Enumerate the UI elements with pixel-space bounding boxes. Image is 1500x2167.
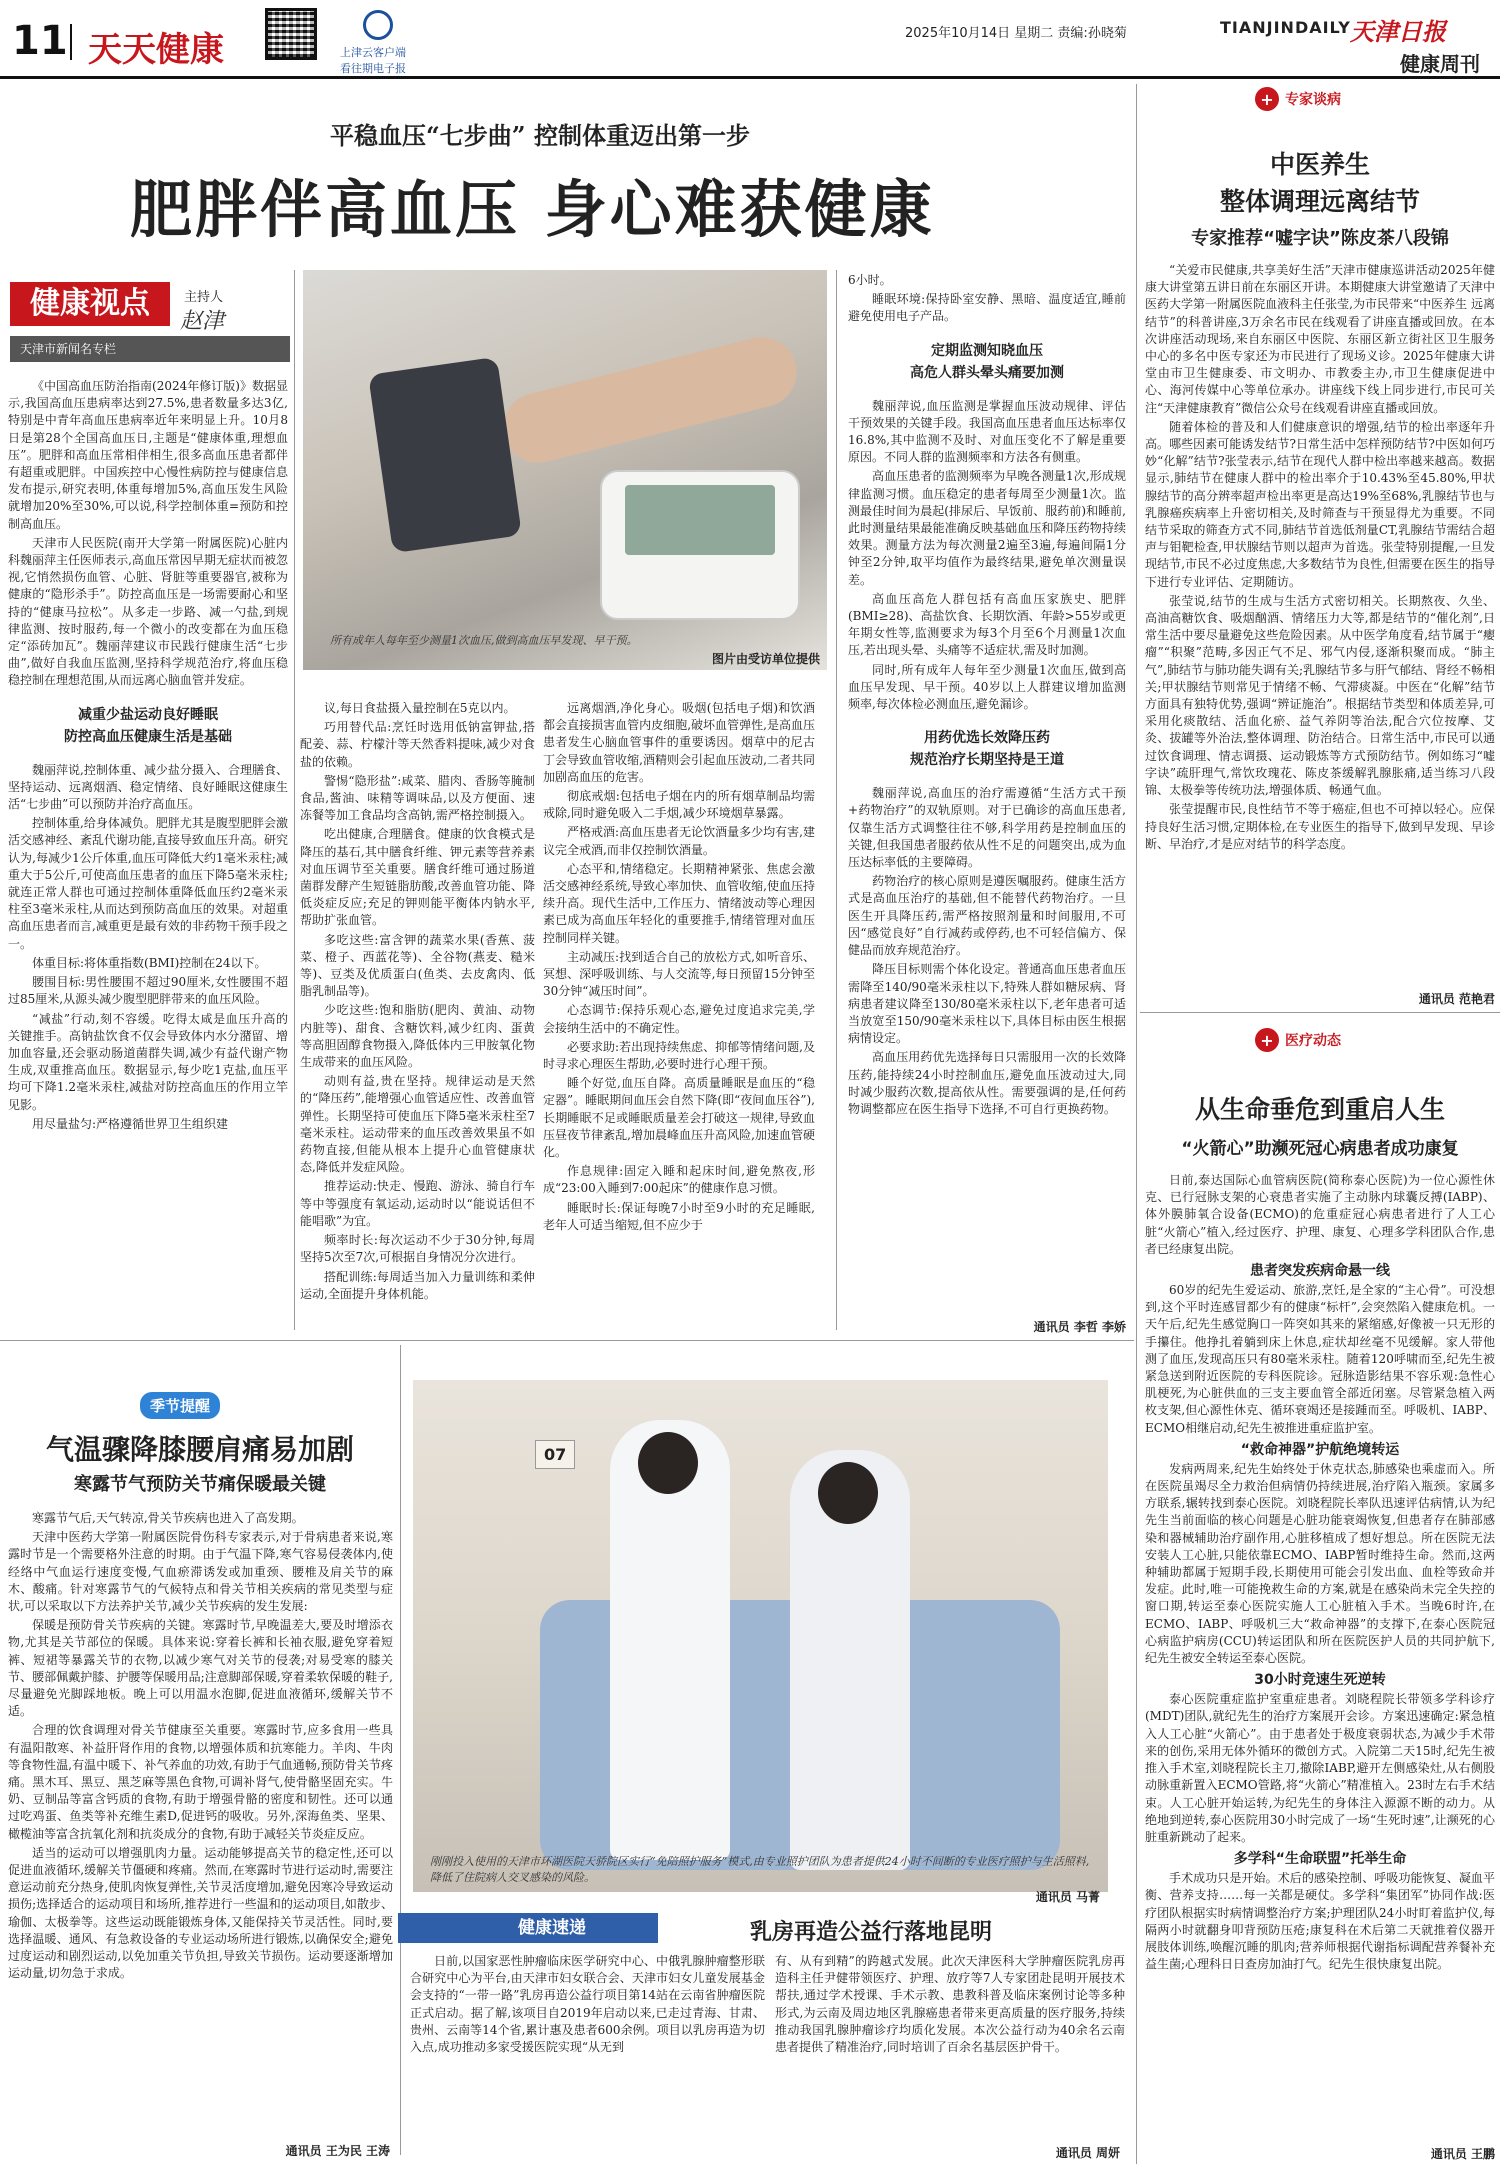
lead-subheading-2: 定期监测知晓血压 高危人群头晕头痛要加测 bbox=[910, 342, 1064, 381]
paper-name-en: TIANJINDAILY bbox=[1220, 18, 1351, 37]
lead-column-2 bbox=[300, 700, 535, 1320]
expert-paragraph: 随着体检的普及和人们健康意识的增强,结节的检出率逐年升高。哪些因素可能诱发结节?日常生活中怎样预防结节?中医如何巧妙“化解”结节?张莹表示,结节在现代人群中检出率越来越高。数据显示,肺结节在健康人群中的检出率介于10.43%至45.80%,甲状腺结节的高分辨率超声检出率更是高达19%至68%,乳腺结节也与乳腺癌疾病率上升密切相关,及时筛查与干预显得尤为重要。不同结节采取的筛查方式不同,肺结节首选低剂量CT,乳腺结节需结合超声与钼靶检查,甲状腺结节则以超声为首选。张莹特别提醒,一旦发现结节,市民不必过度焦虑,大多数结节为良性,但需要在医生的指导下进行专业评估、定期随访。 bbox=[1145, 419, 1495, 589]
news-flash-bar bbox=[398, 1913, 658, 1943]
lead-paragraph: 少吃这些:饱和脂肪(肥肉、黄油、动物内脏等)、甜食、含糖饮料,减少红肉、蛋黄等高胆固醇食物摄入,降低体内三甲胺氧化物生成带来的血压风险。 bbox=[300, 1003, 535, 1070]
medical-subtitle: “火箭心”助濒死冠心病患者成功康复 bbox=[1181, 1139, 1459, 1159]
lead-paragraph: 魏丽萍说,控制体重、减少盐分摄入、合理膳食、坚持运动、远离烟酒、稳定情绪、良好睡眠这健康生活“七步曲”可以预防并治疗高血压。 bbox=[8, 762, 288, 812]
lead-paragraph: 腰围目标:男性腰围不超过90厘米,女性腰围不超过85厘米,从源头减少腹型肥胖带来的血压风险。 bbox=[8, 975, 288, 1007]
client-line2: 看往期电子报 bbox=[340, 62, 406, 75]
expert-paragraph: 张莹提醒市民,良性结节不等于癌症,但也不可掉以轻心。应保持良好生活习惯,定期体检,在专业医生的指导下,做到早发现、早诊断、早治疗,才是应对结节的科学态度。 bbox=[1145, 802, 1495, 851]
season-paragraph: 寒露节气后,天气转凉,骨关节疾病也进入了高发期。 bbox=[32, 1511, 304, 1525]
lead-paragraph: 巧用替代品:烹饪时选用低钠富钾盐,搭配姜、蒜、柠檬汁等天然香料提味,减少对食盐的依赖。 bbox=[300, 720, 535, 769]
news-flash-label: 健康速递 bbox=[518, 1918, 586, 1938]
medical-paragraph: 泰心医院重症监护室重症患者。刘晓程院长带领多学科诊疗(MDT)团队,就纪先生的治疗方案展开会诊。方案迅速确定:紧急植入人工心脏“火箭心”。由于患者处于极度衰弱状态,为减少手术带来的创伤,采用无体外循环的微创方式。入院第二天15时,纪先生被推入手术室,刘晓程院长主刀,撤除IABP,避开左侧感染灶,从右侧股动脉重新置入ECMO管路,将“火箭心”精准植入。23时左右手术结束。人工心脏开始运转,为纪先生的身体注入源源不断的动力。从绝地到逆转,泰心医院用30小时完成了一场“生死时速”,让濒死的心脏重新跳动了起来。 bbox=[1145, 1692, 1495, 1844]
header-rule bbox=[0, 76, 1500, 79]
lead-paragraph: 心态调节:保持乐观心态,避免过度追求完美,学会接纳生活中的不确定性。 bbox=[543, 1003, 815, 1035]
lead-paragraph: 警惕“隐形盐”:咸菜、腊肉、香肠等腌制食品,酱油、味精等调味品,以及方便面、速冻餐等加工食品均含高钠,需严格控制摄入。 bbox=[300, 773, 535, 823]
expert-title-2: 整体调理远离结节 bbox=[1219, 187, 1420, 216]
lead-paragraph: 控制体重,给身体减负。肥胖尤其是腹型肥胖会激活交感神经、紊乱代谢功能,直接导致血压升高。研究认为,每减少1公斤体重,血压可降低大约1毫米汞柱;减重大于5公斤,可使高血压患者的血压下降5毫米汞柱;就连正常人群也可通过控制体重降低血压约2毫米汞柱至3毫米汞柱,从而达到预防高血压的效果。对超重高血压患者而言,减重更是最有效的非药物干预手段之一。 bbox=[8, 816, 288, 951]
expert-body bbox=[1145, 262, 1495, 997]
column-host-signature: 赵津 bbox=[180, 309, 225, 334]
medical-paragraph: 发病两周来,纪先生始终处于休克状态,肺感染也乘虚而入。所在医院虽竭尽全力救治但病情仍持续进展,治疗陷入瓶颈。家属多方联系,辗转找到泰心医院。刘晓程院长率队迅速评估病情,认为纪先生当前面临的核心问题是心脏功能衰竭恢复,但患者存在肺部感染和器械辅助治疗副作用,心脏移植成了想好想总。所在医院无法安装人工心脏,只能依靠ECMO、IABP暂时维持生命。然而,这两种辅助都属于短期手段,长期使用可能会引发出血、血栓等致命并发症。此时,唯一可能挽救生命的方案,就是在感染尚未完全失控的窗口期,转运至泰心医院实施人工心脏植入手术。当晚6时许,在ECMO、IABP、呼吸机三大“救命神器”的支撑下,在泰心医院冠心病监护病房(CCU)转运团队和所在医院医护人员的共同护航下,纪先生被安全转运至泰心医院。 bbox=[1145, 1461, 1495, 1666]
lead-paragraph: 彻底戒烟:包括电子烟在内的所有烟草制品均需戒除,同时避免吸入二手烟,减少环境烟草暴露。 bbox=[543, 789, 815, 821]
lead-paragraph: 睡眠时长:保证每晚7小时至9小时的充足睡眠,老年人可适当缩短,但不应少于 bbox=[543, 1200, 815, 1232]
lead-paragraph: 吃出健康,合理膳食。健康的饮食模式是降压的基石,其中膳食纤维、钾元素等营养素对血压调节至关重要。膳食纤维可通过肠道菌群发酵产生短链脂肪酸,改善血管功能、降低炎症反应;充足的钾则能平衡体内钠水平,帮助扩张血管。 bbox=[300, 827, 535, 928]
season-body bbox=[8, 1510, 393, 2150]
expert-label: 专家谈病 bbox=[1285, 92, 1341, 108]
lead-paragraph: 魏丽萍说,血压监测是掌握血压波动规律、评估干预效果的关键手段。我国高血压患者血压达标率仅16.8%,其中监测不及时、对血压变化不了解是重要原因。不同人群的监测频率和方法各有侧重。 bbox=[848, 398, 1126, 465]
lead-paragraph: 搭配训练:每周适当加入力量训练和柔伸运动,全面提升身体机能。 bbox=[300, 1269, 535, 1301]
lead-paragraph: 用尽量盐匀:严格遵循世界卫生组织建 bbox=[32, 1116, 229, 1131]
photo2-byline: 通讯员 马菁 bbox=[1035, 1890, 1100, 1904]
lead-paragraph: 频率时长:每次运动不少于30分钟,每周坚持5次至7次,可根据自身情况分次进行。 bbox=[300, 1233, 535, 1265]
medical-badge bbox=[1255, 1028, 1341, 1052]
photo-head-shape bbox=[638, 1432, 698, 1494]
lead-subheading-1: 减重少盐运动良好睡眠 防控高血压健康生活是基础 bbox=[64, 706, 232, 745]
lead-paragraph: 主动减压:找到适合自己的放松方式,如听音乐、冥想、深呼吸训练、与人交流等,每日预留15分钟至30分钟“减压时间”。 bbox=[543, 949, 815, 999]
column-source: 天津市新闻名专栏 bbox=[10, 336, 290, 362]
lead-paragraph: 同时,所有成年人每年至少测量1次血压,做到高血压早发现、早干预。40岁以上人群建议增加监测频率,每次体检必测血压,避免漏诊。 bbox=[848, 662, 1126, 712]
season-title: 气温骤降膝腰肩痛易加剧 bbox=[45, 1433, 354, 1466]
lead-paragraph: 远离烟酒,净化身心。吸烟(包括电子烟)和饮酒都会直接损害血管内皮细胞,破坏血管弹性,是高血压患者发生心脑血管事件的重要诱因。烟草中的尼古丁会导致血管收缩,酒精则会引起血压波动,二者共同加剧高血压的危害。 bbox=[543, 701, 815, 784]
news-flash-col1: 日前,以国家恶性肿瘤临床医学研究中心、中俄乳腺肿瘤整形联合研究中心为平台,由天津市妇女联合会、天津市妇女儿童发展基金会支持的“一带一路”乳房再造公益行项目第14站在云南省肿瘤医院正式启动。据了解,该项目自2019年启动以来,已走过青海、甘肃、贵州、云南等14个省,累计惠及患者600余例。项目以乳房再造为切入点,成功推动多家受援医院实现“从无到 bbox=[410, 1954, 765, 2055]
season-label: 季节提醒 bbox=[140, 1392, 220, 1419]
lead-paragraph: 动则有益,贵在坚持。规律运动是天然的“降压药”,能增强心血管适应性、改善血管弹性。长期坚持可使血压下降5毫米汞柱至7毫米汞柱。运动带来的血压改善效果虽不如药物直接,但能从根本上提升心血管健康状态,降低并发症风险。 bbox=[300, 1074, 535, 1175]
lead-kicker: 平稳血压“七步曲” 控制体重迈出第一步 bbox=[330, 121, 750, 150]
photo1-credit: 图片由受访单位提供 bbox=[711, 652, 820, 666]
lead-paragraph: 药物治疗的核心原则是遵医嘱服药。健康生活方式是高血压治疗的基础,但不能替代药物治疗。一旦医生开具降压药,需严格按照剂量和时间服用,不可因“感觉良好”自行减药或停药,也不可轻信偏方、保健品而放弃规范治疗。 bbox=[848, 874, 1126, 958]
lead-paragraph: 天津市人民医院(南开大学第一附属医院)心脏内科魏丽萍主任医师表示,高血压常因早期无症状而被忽视,它悄然损伤血管、心脏、肾脏等重要器官,被称为健康的“隐形杀手”。防控高血压是一场需要耐心和坚持的“健康马拉松”。从多走一步路、减一勺盐,到规律监测、按时服药,每一个微小的改变都在为血压稳定“添砖加瓦”。魏丽萍建议市民践行健康生活“七步曲”,做好自我血压监测,坚持科学规范治疗,将血压稳稳控制在理想范围,从而远离心脑血管并发症。 bbox=[8, 535, 288, 688]
lead-subheading-3: 用药优选长效降压药 规范治疗长期坚持是王道 bbox=[910, 730, 1064, 769]
column-divider bbox=[400, 1345, 401, 2155]
medical-title: 从生命垂危到重启人生 bbox=[1194, 1095, 1445, 1124]
news-flash-byline: 通讯员 周妍 bbox=[1055, 2146, 1120, 2160]
page-header bbox=[0, 0, 1500, 84]
medical-subheading: 30小时竞速生死逆转 bbox=[1254, 1672, 1386, 1689]
lead-paragraph: 必要求助:若出现持续焦虑、抑郁等情绪问题,及时寻求心理医生帮助,必要时进行心理干预。 bbox=[543, 1039, 815, 1072]
lead-paragraph: 多吃这些:富含钾的蔬菜水果(香蕉、菠菜、橙子、西蓝花等)、全谷物(燕麦、糙米等)、豆类及优质蛋白(鱼类、去皮禽肉、低脂乳制品等)。 bbox=[300, 932, 535, 999]
expert-badge bbox=[1255, 87, 1341, 111]
lead-column-1 bbox=[8, 378, 288, 1298]
season-paragraph: 天津中医药大学第一附属医院骨伤科专家表示,对于骨病患者来说,寒露时节是一个需要格外注意的时期。由于气温下降,寒气容易侵袭体内,使经络中气血运行速度变慢,气血瘀滞诱发或加重颈、腰椎及肩关节的麻木、酸痛。针对寒露节气的气候特点和骨关节相关疾病的常见类型与症状,可以采取以下方法养护关节,减少关节疾病的发生发展: bbox=[8, 1530, 393, 1614]
lead-paragraph: 体重目标:将体重指数(BMI)控制在24以下。 bbox=[32, 955, 267, 970]
photo-cuff-shape bbox=[368, 357, 522, 553]
qr-code-pattern bbox=[268, 11, 314, 57]
lead-headline: 肥胖伴高血压 身心难获健康 bbox=[130, 173, 935, 246]
lead-paragraph: 魏丽萍说,高血压的治疗需遵循“生活方式干预+药物治疗”的双轨原则。对于已确诊的高血压患者,仅靠生活方式调整往往不够,科学用药是控制血压的关键,但我国患者服药依从性不足的问题突出,成为血压达标率低的主要障碍。 bbox=[848, 786, 1126, 870]
photo2-caption: 刚刚投入使用的天津市环湖医院天骄院区实行“免陪照护服务”模式,由专业照护团队为患者提供24小时不间断的专业医疗照护与生活照料,降低了住院病人交叉感染的风险。 bbox=[430, 1855, 1090, 1884]
season-paragraph: 合理的饮食调理对骨关节健康至关重要。寒露时节,应多食用一些具有温阳散寒、补益肝肾作用的食物,以增强体质和抗寒能力。羊肉、牛肉等食物性温,有温中暖下、补气养血的功效,有助于气血通畅,预防骨关节疼痛。黑木耳、黑豆、黑芝麻等黑色食物,可调补肾气,使骨骼坚固充实。牛奶、豆制品等富含钙质的食物,有助于增强骨骼的密度和韧性。还可以通过吃鸡蛋、鱼类等补充维生素D,促进钙的吸收。另外,深海鱼类、坚果、橄榄油等富含抗氧化剂和抗炎成分的食物,有助于减轻关节炎症反应。 bbox=[8, 1723, 393, 1841]
medical-paragraph: 日前,泰达国际心血管病医院(简称泰心医院)为一位心源性休克、已行冠脉支架的心衰患者实施了主动脉内球囊反搏(IABP)、体外膜肺氧合设备(ECMO)的危重症冠心病患者进行了人工心脏“火箭心”植入,经过医疗、护理、康复、心理多学科团队合作,患者已经康复出院。 bbox=[1145, 1173, 1495, 1256]
right-column-divider bbox=[1136, 84, 1137, 2164]
column-host-label: 主持人 bbox=[184, 290, 224, 305]
season-byline: 通讯员 王为民 王涛 bbox=[285, 2144, 390, 2158]
season-paragraph: 保暖是预防骨关节疾病的关键。寒露时节,早晚温差大,要及时增添衣物,尤其是关节部位的保暖。具体来说:穿着长裤和长袖衣服,避免穿着短裤、短裙等暴露关节的衣物,以减少寒气对关节的侵袭;对易受寒的膝关节、腰部佩戴护膝、护腰等保暖用品;注意脚部保暖,穿着柔软保暖的鞋子,尽量避免光脚踩地板。晚上可以用温水泡脚,促进血液循环,缓解关节不适。 bbox=[8, 1618, 393, 1719]
section-rule bbox=[1140, 1012, 1500, 1013]
photo1-caption: 所有成年人每年至少测量1次血压,做到高血压早发现、早干预。 bbox=[330, 634, 638, 647]
medical-paragraph: 60岁的纪先生爱运动、旅游,烹饪,是全家的“主心骨”。可没想到,这个平时连感冒都少有的健康“标杆”,会突然陷入健康危机。一天午后,纪先生感觉胸口一阵突如其来的紧缩感,好像被一只无形的手攥住。他挣扎着躺到床上休息,症状却丝毫不见缓解。家人带他测了血压,发现高压只有80毫米汞柱。随着120呼啸而至,纪先生被紧急送到附近医院的专科医院诊。冠脉造影结果不容乐观:急性心肌梗死,为心脏供血的三支主要血管全部近闭塞。尽管紧急植入两枚支架,但心源性休克、循环衰竭还是接踵而至。呼吸机、IABP、ECMO相继启动,纪先生被推进重症监护室。 bbox=[1145, 1283, 1495, 1435]
medical-label: 医疗动态 bbox=[1285, 1033, 1341, 1049]
lead-paragraph: 《中国高血压防治指南(2024年修订版)》数据显示,我国高血压患病率达到27.5%,患者数量多达3亿,特别是中青年高血压患病率近年来明显上升。10月8日是第28个全国高血压日,主题是“健康体重,理想血压”。肥胖和高血压常相伴相生,很多高血压患者都伴有超重或肥胖。中国疾控中心慢性病防控与健康信息发布提示,研究表明,体重每增加5%,高血压发生风险就增加20%至30%,可以说,科学控制体重=预防和控制高血压。 bbox=[8, 379, 288, 531]
photo-screen-shape bbox=[625, 485, 775, 555]
expert-title-1: 中医养生 bbox=[1269, 150, 1370, 179]
client-logo-icon bbox=[363, 10, 393, 40]
page-number: 11 bbox=[12, 18, 68, 64]
lead-paragraph: 睡个好觉,血压自降。高质量睡眠是血压的“稳定器”。睡眠期间血压会自然下降(即“夜间血压谷”),长期睡眠不足或睡眠质量差会打破这一规律,导致血压昼夜节律紊乱,增加晨峰血压升高风险,加速血管硬化。 bbox=[543, 1076, 815, 1160]
lead-paragraph: 推荐运动:快走、慢跑、游泳、骑自行车等中等强度有氧运动,运动时以“能说话但不能唱歌”为宜。 bbox=[300, 1179, 535, 1228]
photo-room-number: 07 bbox=[535, 1440, 575, 1469]
plus-icon: + bbox=[1255, 87, 1279, 111]
medical-body bbox=[1145, 1172, 1495, 2147]
weekly-name: 健康周刊 bbox=[1400, 52, 1480, 76]
column-title: 健康视点 bbox=[10, 282, 170, 326]
expert-byline: 通讯员 范艳君 bbox=[1418, 992, 1495, 1006]
client-line1: 上津云客户端 bbox=[340, 46, 406, 59]
header-divider bbox=[70, 24, 72, 60]
medical-subheading: 患者突发疾病命悬一线 bbox=[1250, 1263, 1390, 1280]
date-info: 2025年10月14日 星期二 责编:孙晓菊 bbox=[905, 26, 1127, 41]
lead-paragraph: “减盐”行动,刻不容缓。吃得太咸是血压升高的关键推手。高钠盐饮食不仅会导致体内水分潴留、增加血容量,还会驱动肠道菌群失调,减少有益代谢产物生成,双重推高血压。数据显示,每少吃1克盐,血压平均可下降1.2毫米汞柱,减盐对防控高血压的作用立竿见影。 bbox=[8, 1011, 288, 1112]
expert-paragraph: “关爱市民健康,共享美好生活”天津市健康巡讲活动2025年健康大讲堂第五讲日前在东丽区开讲。本期健康大讲堂邀请了天津中医药大学第一附属医院血液科主任张莹,为市民带来“中医养生 远离结节”的科普讲座,3万余名市民在线观看了讲座直播或回放。在本次讲座活动现场,来自东丽区中医院、东丽区新立街社区卫生服务中心的多名中医专家还为市民进行了现场义诊。2025年健康大讲堂由市卫生健康委、市文明办、市教委主办,市卫生健康促进中心、海河传媒中心等单位承办。讲座线下线上同步进行,市民可关注“天津健康教育”微信公众号在线观看讲座直播或回放。 bbox=[1145, 263, 1495, 415]
plus-icon: + bbox=[1255, 1028, 1279, 1052]
photo-head-shape bbox=[818, 1462, 878, 1524]
section-rule bbox=[0, 1340, 1134, 1341]
lead-paragraph: 作息规律:固定入睡和起床时间,避免熬夜,形成“23:00入睡到7:00起床”的健康作息习惯。 bbox=[543, 1164, 815, 1196]
lead-paragraph: 高血压患者的监测频率为早晚各测量1次,形成规律监测习惯。血压稳定的患者每周至少测量1次。监测最佳时间为晨起(排尿后、早饭前、服药前)和睡前,此时测量结果最能准确反映基础血压和降压药物持续效果。测量方法为每次测量2遍至3遍,每遍间隔1分钟至2分钟,取平均值作为最终结果,避免单次测量误差。 bbox=[848, 469, 1126, 587]
lead-paragraph: 高血压用药优先选择每日只需服用一次的长效降压药,能持续24小时控制血压,避免血压波动过大,同时减少服药次数,提高依从性。需要强调的是,任何药物调整都应在医生指导下选择,不可自行更换药物。 bbox=[848, 1050, 1126, 1116]
lead-byline: 通讯员 李哲 李娇 bbox=[1033, 1320, 1126, 1334]
expert-subtitle: 专家推荐“嘘字诀”陈皮茶八段锦 bbox=[1191, 228, 1449, 249]
medical-paragraph: 手术成功只是开始。术后的感染控制、呼吸功能恢复、凝血平衡、营养支持……每一关都是硬仗。多学科“集团军”协同作战:医疗团队根据实时病情调整治疗方案;护理团队24小时盯着监护仪,每隔两小时就翻身叩背预防压疮;康复科在术后第二天就推着仪器开展肢体训练,唤醒沉睡的肌肉;营养师根据代谢指标调配营养餐补充益生菌;心理科日日查房加油打气。纪先生很快康复出院。 bbox=[1145, 1871, 1495, 1972]
news-flash-col2: 有、从有到精”的跨越式发展。此次天津医科大学肿瘤医院乳房再造科主任尹健带领医疗、护理、放疗等7人专家团赴昆明开展技术帮扶,通过学术授课、手术示教、患教科普及临床案例讨论等多种形式,为云南及周边地区乳腺癌患者带来更高质量的医疗服务,持续推动我国乳腺肿瘤诊疗均质化发展。本次公益行动为40余名云南患者提供了精准治疗,同时培训了百余名基层医护骨干。 bbox=[775, 1954, 1125, 2055]
column-divider bbox=[294, 270, 295, 1330]
medical-subheading: “救命神器”护航绝境转运 bbox=[1240, 1441, 1400, 1458]
section-name: 天天健康 bbox=[88, 30, 224, 70]
medical-byline: 通讯员 王鹏 bbox=[1430, 2147, 1495, 2161]
lead-paragraph: 严格戒酒:高血压患者无论饮酒量多少均有害,建议完全戒酒,而非仅控制饮酒量。 bbox=[543, 825, 815, 857]
lead-paragraph: 议,每日食盐摄入量控制在5克以内。 bbox=[324, 701, 516, 715]
lead-paragraph: 降压目标则需个体化设定。普通高血压患者血压需降至140/90毫米汞柱以下,特殊人群如糖尿病、肾病患者建议降至130/80毫米汞柱以下,老年患者可适当放宽至150/90毫米汞柱以下,具体目标由医生根据病情设定。 bbox=[848, 962, 1126, 1046]
lead-paragraph: 心态平和,情绪稳定。长期精神紧张、焦虑会激活交感神经系统,导致心率加快、血管收缩,使血压持续升高。现代生活中,工作压力、情绪波动等心理因素已成为高血压年轻化的重要推手,情绪管理对血压控制同样关键。 bbox=[543, 861, 815, 945]
lead-column-3 bbox=[543, 700, 815, 1320]
lead-paragraph: 高血压高危人群包括有高血压家族史、肥胖(BMI≥28)、高盐饮食、长期饮酒、年龄>55岁或更年期女性等,监测要求为每3个月至6个月测量1次血压,若出现头晕、头痛等不适症状,需及时加测。 bbox=[848, 591, 1126, 658]
column-divider bbox=[836, 270, 837, 1330]
news-flash-title: 乳房再造公益行落地昆明 bbox=[750, 1920, 993, 1945]
paper-logo: 天津日报 bbox=[1350, 17, 1446, 46]
medical-subheading: 多学科“生命联盟”托举生命 bbox=[1233, 1851, 1407, 1868]
season-subtitle: 寒露节气预防关节痛保暖最关键 bbox=[74, 1474, 326, 1495]
expert-paragraph: 张莹说,结节的生成与生活方式密切相关。长期熬夜、久坐、高油高糖饮食、吸烟酗酒、情绪压力大等,都是结节的“催化剂”,日常生活中要尽量避免这些危险因素。从中医学角度看,结节属于“瘿瘤”“积聚”范畴,多因正气不足、邪气内侵,逐渐积聚而成。“肺主气”,肺结节与肺功能失调有关;乳腺结节多与肝气郁结、肾经不畅相关;甲状腺结节则常见于情绪不畅、气滞痰凝。中医在“化解”结节方面具有独特优势,强调“辨证施治”。根据结节类型和体质差异,可采用化痰散结、活血化瘀、益气养阴等治法,配合穴位按摩、艾灸、拔罐等外治法,整体调理、防治结合。日常生活中,市民可以通过饮食调理、情志调摄、运动锻炼等方式预防结节。例如练习“嘘字诀”疏肝理气,常饮玫瑰花、陈皮茶缓解乳腺胀痛,适当练习八段锦、太极拳等传统功法,增强体质、畅通气血。 bbox=[1145, 593, 1495, 798]
season-paragraph: 适当的运动可以增强肌肉力量。运动能够提高关节的稳定性,还可以促进血液循环,缓解关节僵硬和疼痛。然而,在寒露时节进行运动时,需要注意运动前充分热身,使肌肉恢复弹性,关节灵活度增加,避免因寒冷导致运动损伤;选择适合的运动项目和场所,推荐进行一些温和的运动项目,如散步、瑜伽、太极拳等。这些运动既能锻炼身体,又能保持关节灵活性。同时,要选择温暖、通风、有急救设备的专业运动场所进行锻炼,以确保安全;避免过度运动和剧烈运动,以免加重关节负担,导致关节损伤。运动要逐渐增加运动量,切勿急于求成。 bbox=[8, 1845, 393, 1981]
lead-column-4 bbox=[848, 272, 1126, 1334]
lead-paragraph: 6小时。 bbox=[848, 273, 892, 287]
lead-paragraph: 睡眠环境:保持卧室安静、黑暗、温度适宜,睡前避免使用电子产品。 bbox=[848, 292, 1126, 324]
